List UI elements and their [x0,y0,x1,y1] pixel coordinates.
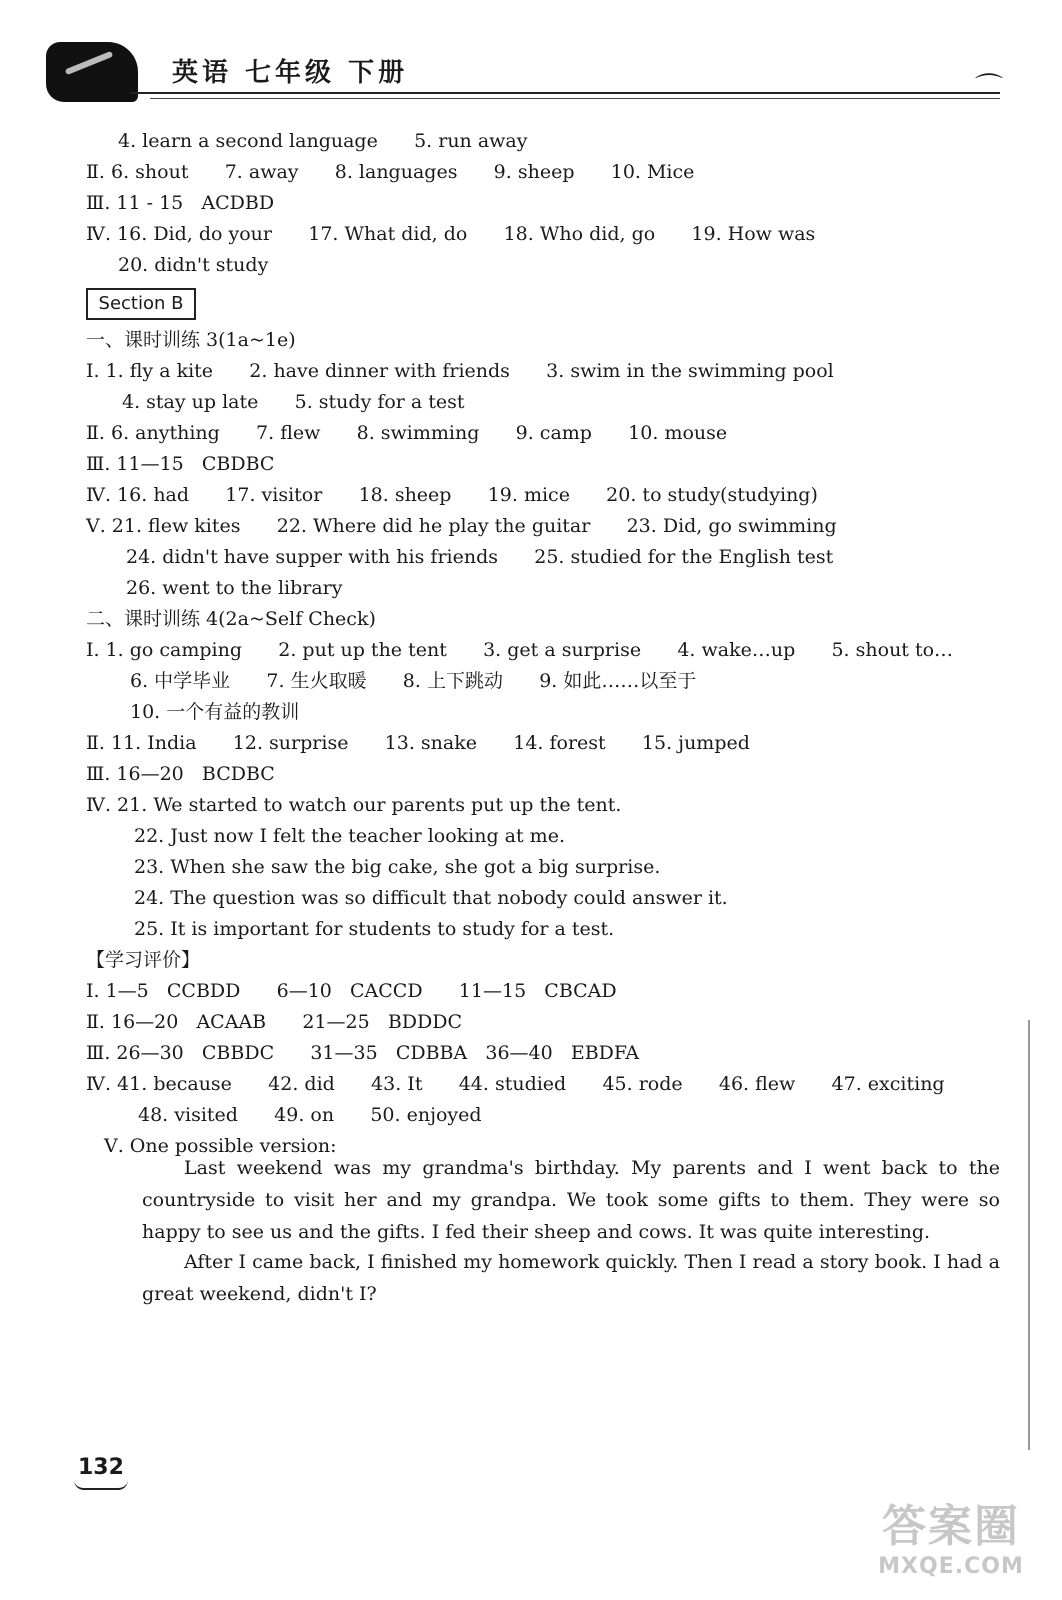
answer-line: 6. 中学毕业 7. 生火取暖 8. 上下跳动 9. 如此……以至于 [130,670,697,692]
answer-line: Ⅱ. 11. India 12. surprise 13. snake 14. forest 15. jumped [86,732,750,754]
answer-line: 4. stay up late 5. study for a test [122,391,465,413]
answer-line: Ⅱ. 6. anything 7. flew 8. swimming 9. camp 10. mouse [86,422,728,444]
answer-line: Ⅳ. 21. We started to watch our parents put up the tent. [86,794,622,816]
watermark-url: MXQE.COM [878,1554,1024,1579]
answer-line: Ⅴ. 21. flew kites 22. Where did he play the guitar 23. Did, go swimming [86,515,837,537]
answer-line: Ⅲ. 11—15 CBDBC [86,453,275,475]
book-logo-icon [46,42,138,102]
answer-line: 20. didn't study [118,254,269,276]
answer-line: Ⅳ. 41. because 42. did 43. It 44. studied 45. rode 46. flew 47. exciting [86,1073,945,1095]
answer-line: 26. went to the library [126,577,343,599]
answer-line: Ⅲ. 26—30 CBBDC 31—35 CDBBA 36—40 EBDFA [86,1042,640,1064]
answer-line: 48. visited 49. on 50. enjoyed [138,1104,482,1126]
answer-line: Ⅳ. 16. had 17. visitor 18. sheep 19. mice 20. to study(studying) [86,484,818,506]
answer-line: 24. didn't have supper with his friends 25. studied for the English test [126,546,834,568]
essay-paragraph-2: After I came back, I finished my homework quickly. Then I read a story book. I had a great weekend, didn't I? [142,1251,1000,1305]
page-number-underline [74,1480,128,1490]
answer-line: Ⅰ. 1. go camping 2. put up the tent 3. get a surprise 4. wake…up 5. shout to… [86,639,954,661]
answer-line: 23. When she saw the big cake, she got a big surprise. [134,856,661,878]
section-label: Section B [86,288,196,320]
watermark [866,1500,1036,1590]
header-rule [130,92,1000,94]
answer-line: 4. learn a second language 5. run away [118,130,528,152]
page-number: 132 [78,1455,124,1480]
answer-line: 22. Just now I felt the teacher looking at me. [134,825,565,847]
answer-line: Ⅱ. 6. shout 7. away 8. languages 9. sheep 10. Mice [86,161,695,183]
watermark-title: 答案圈 [882,1501,1020,1552]
answer-line: Ⅱ. 16—20 ACAAB 21—25 BDDDC [86,1011,463,1033]
answer-line: Ⅲ. 16—20 BCDBC [86,763,275,785]
essay-paragraph-1: Last weekend was my grandma's birthday. My parents and I went back to the countryside to visit her and my grandpa. We took some gifts to them. They were so happy to see us and the gifts. I fed their sheep and cows. It was quite interesting. [142,1157,1000,1243]
page-edge-shadow [1028,1020,1030,1450]
answer-line: Ⅴ. One possible version: [104,1135,337,1157]
answer-line: Ⅲ. 11 - 15 ACDBD [86,192,275,214]
answer-line: Ⅰ. 1—5 CCBDD 6—10 CACCD 11—15 CBCAD [86,980,617,1002]
answer-line: Ⅰ. 1. fly a kite 2. have dinner with friends 3. swim in the swimming pool [86,360,834,382]
answer-line: 24. The question was so difficult that nobody could answer it. [134,887,728,909]
answer-line: Ⅳ. 16. Did, do your 17. What did, do 18. Who did, go 19. How was [86,223,816,245]
flourish-icon: ⌒ [975,71,1004,104]
answer-line: 二、课时训练 4(2a~Self Check) [86,608,376,630]
page-title: 英语 七年级 下册 [172,58,409,88]
answer-line: 【学习评价】 [86,949,201,971]
header-rule-thin [150,98,1000,99]
answer-line: 一、课时训练 3(1a~1e) [86,329,296,351]
page-header [0,0,1062,110]
answer-line: 25. It is important for students to study for a test. [134,918,615,940]
answer-line: 10. 一个有益的教训 [130,701,300,723]
